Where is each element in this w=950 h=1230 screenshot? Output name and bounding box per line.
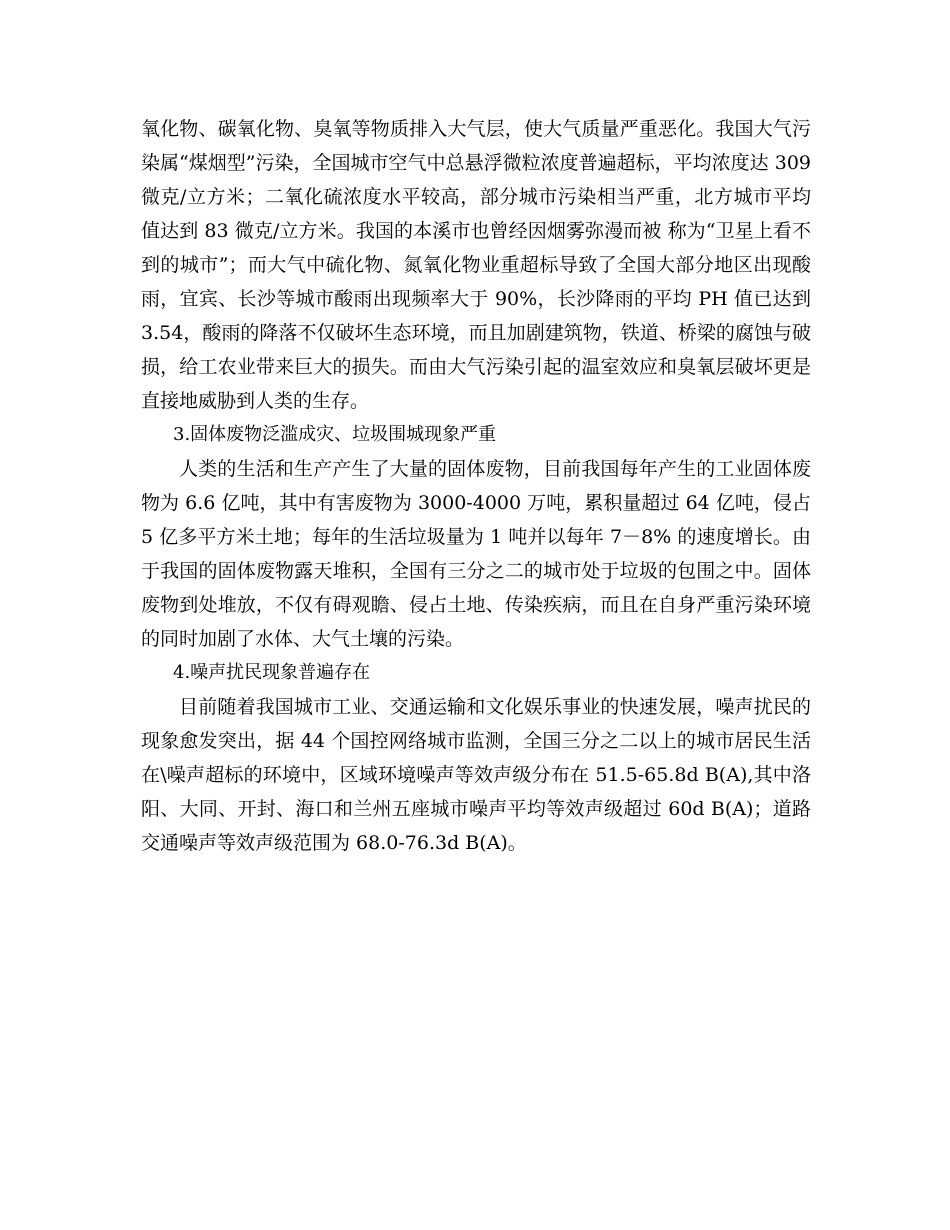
- paragraph-air-pollution: 氧化物、碳氧化物、臭氧等物质排入大气层，使大气质量严重恶化。我国大气污染属“煤烟型”污染，全国城市空气中总悬浮微粒浓度普遍超标，平均浓度达 309 微克/立方米；二氧化硫浓度水平较高，部分城市污染相当严重，北方城市平均值达到 83 微克/立方米。我国的本溪市也曾经因烟雾弥漫而被 称为“卫星上看不到的城市”；而大气中硫化物、氮氧化物业重超标导致了全国大部分地区出现酸雨，宜宾、长沙等城市酸雨出现频率大于 90%，长沙降雨的平均 PH 值已达到 3.54，酸雨的降落不仅破坏生态环境，而且加剧建筑物，铁道、桥梁的腐蚀与破损，给工农业带来巨大的损失。而由大气污染引起的温室效应和臭氧层破坏更是直接地威胁到人类的生存。: [141, 118, 811, 412]
- paragraph-noise: 目前随着我国城市工业、交通运输和文化娱乐事业的快速发展，噪声扰民的现象愈发突出，据 44 个国控网络城市监测，全国三分之二以上的城市居民生活在\噪声超标的环境中，区域环境噪声等效声级分布在 51.5-65.8d B(A),其中洛阳、大同、开封、海口和兰州五座城市噪声平均等效声级超过 60d B(A)；道路交通噪声等效声级范围为 68.0-76.3d B(A)。: [141, 696, 811, 854]
- document-page: [141, 112, 811, 860]
- paragraph-solid-waste: 人类的生活和生产产生了大量的固体废物，目前我国每年产生的工业固体废物为 6.6 亿吨，其中有害废物为 3000-4000 万吨，累积量超过 64 亿吨，侵占 5 亿多平方米土地；每年的生活垃圾量为 1 吨并以每年 7－8% 的速度增长。由于我国的固体废物露天堆积，全国有三分之二的城市处于垃圾的包围之中。固体废物到处堆放，不仅有碍观瞻、侵占土地、传染疾病，而且在自身严重污染环境的同时加剧了水体、大气土壤的污染。: [141, 458, 811, 650]
- section-heading-solid-waste: 3.固体废物泛滥成灾、垃圾围城现象严重: [173, 424, 497, 445]
- section-heading-noise: 4.噪声扰民现象普遍存在: [173, 662, 371, 683]
